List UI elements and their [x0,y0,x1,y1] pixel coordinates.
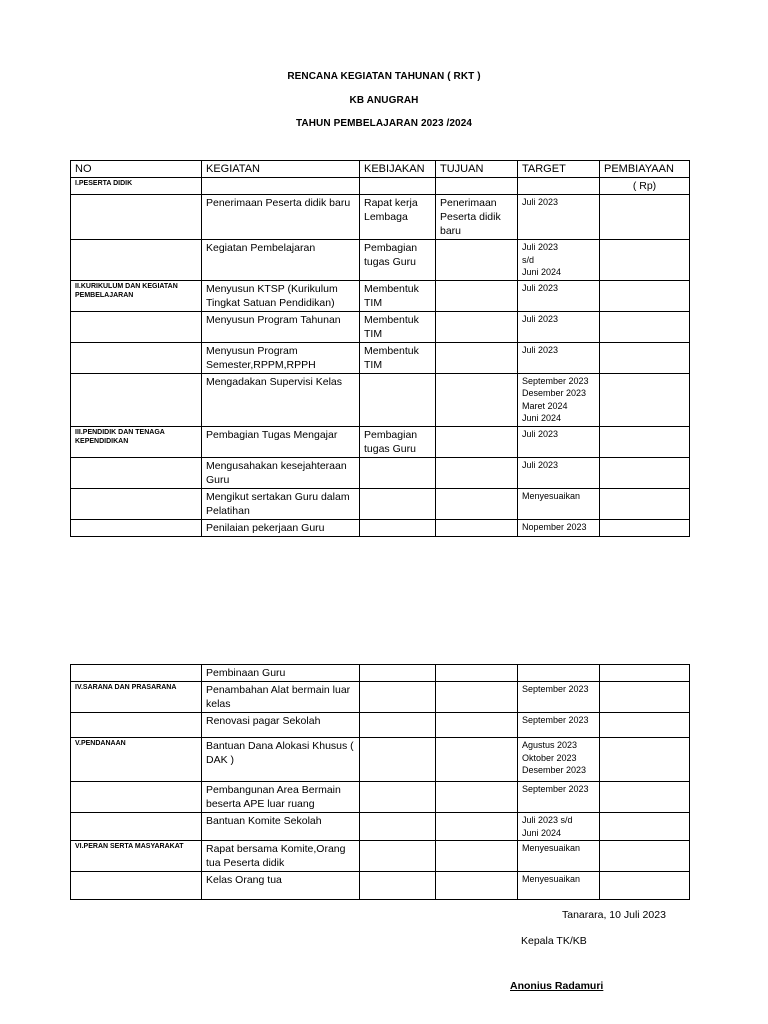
cell-kebijakan [360,682,436,713]
cell-kegiatan: Penambahan Alat bermain luar kelas [202,682,360,713]
cell-no [71,195,202,240]
cell-kebijakan [360,178,436,195]
cell-pembiayaan [600,713,690,738]
cell-pembiayaan [600,665,690,682]
cell-target: Menyesuaikan [518,841,600,872]
cell-kegiatan [202,178,360,195]
cell-kebijakan [360,872,436,900]
table-row [71,280,690,311]
cell-target: Juli 2023 [518,280,600,311]
cell-pembiayaan [600,457,690,488]
table-row [71,426,690,457]
col-header-pembiayaan: PEMBIAYAAN [600,161,690,178]
cell-no: IV.SARANA DAN PRASARANA [71,682,202,713]
cell-target [518,178,600,195]
cell-kebijakan [360,782,436,813]
cell-tujuan [436,457,518,488]
cell-kebijakan [360,713,436,738]
table-row [71,457,690,488]
cell-tujuan [436,872,518,900]
cell-tujuan [436,311,518,342]
cell-tujuan [436,782,518,813]
cell-pembiayaan [600,738,690,782]
table-row [71,519,690,536]
table-row [71,738,690,782]
cell-target: Juli 2023 [518,457,600,488]
cell-pembiayaan [600,488,690,519]
cell-pembiayaan [600,373,690,426]
cell-target: Juli 2023 [518,342,600,373]
cell-kebijakan [360,373,436,426]
cell-target: Juli 2023 s/d Juni 2024 [518,813,600,841]
cell-target: Nopember 2023 [518,519,600,536]
cell-kebijakan: Pembagian tugas Guru [360,426,436,457]
cell-tujuan [436,665,518,682]
col-header-kebijakan: KEBIJAKAN [360,161,436,178]
signatory-position: Kepala TK/KB [521,935,587,947]
cell-kegiatan: Mengusahakan kesejahteraan Guru [202,457,360,488]
cell-tujuan [436,519,518,536]
cell-target: September 2023 [518,782,600,813]
cell-pembiayaan: ( Rp) [600,178,690,195]
cell-kegiatan: Menyusun Program Tahunan [202,311,360,342]
table-header-row [71,161,690,178]
cell-kegiatan: Pembangunan Area Bermain beserta APE luar ruang [202,782,360,813]
cell-no: I.PESERTA DIDIK [71,178,202,195]
cell-kebijakan [360,813,436,841]
cell-tujuan [436,841,518,872]
cell-kebijakan: Rapat kerja Lembaga [360,195,436,240]
table-row [71,665,690,682]
cell-kebijakan [360,457,436,488]
cell-pembiayaan [600,240,690,281]
table-row [71,342,690,373]
cell-no [71,782,202,813]
signatory-name: Anonius Radamuri [510,980,604,992]
cell-kebijakan [360,665,436,682]
cell-tujuan [436,426,518,457]
cell-kegiatan: Bantuan Dana Alokasi Khusus ( DAK ) [202,738,360,782]
col-header-tujuan: TUJUAN [436,161,518,178]
cell-tujuan [436,342,518,373]
cell-pembiayaan [600,872,690,900]
cell-no [71,457,202,488]
cell-kegiatan: Mengadakan Supervisi Kelas [202,373,360,426]
table-row [71,488,690,519]
activity-table-part-2 [70,664,690,900]
cell-no [71,665,202,682]
table-row [71,872,690,900]
col-header-target: TARGET [518,161,600,178]
cell-kegiatan: Bantuan Komite Sekolah [202,813,360,841]
cell-no [71,311,202,342]
table-row [71,195,690,240]
cell-target: Agustus 2023 Oktober 2023 Desember 2023 [518,738,600,782]
cell-target: September 2023 [518,713,600,738]
cell-kebijakan: Membentuk TIM [360,280,436,311]
cell-pembiayaan [600,813,690,841]
academic-year: TAHUN PEMBELAJARAN 2023 /2024 [295,118,473,129]
table-row [71,240,690,281]
cell-kegiatan: Penilaian pekerjaan Guru [202,519,360,536]
cell-target: Menyesuaikan [518,872,600,900]
cell-tujuan [436,813,518,841]
cell-target: Juli 2023 [518,195,600,240]
cell-pembiayaan [600,195,690,240]
cell-tujuan [436,178,518,195]
cell-no: VI.PERAN SERTA MASYARAKAT [71,841,202,872]
cell-target: Menyesuaikan [518,488,600,519]
cell-no [71,342,202,373]
place-and-date: Tanarara, 10 Juli 2023 [562,909,666,921]
cell-no: V.PENDANAAN [71,738,202,782]
cell-pembiayaan [600,682,690,713]
cell-kebijakan: Membentuk TIM [360,311,436,342]
cell-pembiayaan [600,841,690,872]
cell-target [518,665,600,682]
col-header-kegiatan: KEGIATAN [202,161,360,178]
cell-kegiatan: Kelas Orang tua [202,872,360,900]
cell-target: Juli 2023 [518,426,600,457]
cell-kegiatan: Penerimaan Peserta didik baru [202,195,360,240]
table-row [71,682,690,713]
school-name: KB ANUGRAH [349,95,419,106]
cell-pembiayaan [600,311,690,342]
cell-target: Juli 2023 s/d Juni 2024 [518,240,600,281]
document-title: RENCANA KEGIATAN TAHUNAN ( RKT ) [287,71,481,82]
cell-pembiayaan [600,426,690,457]
cell-kegiatan: Kegiatan Pembelajaran [202,240,360,281]
table-row [71,713,690,738]
cell-tujuan [436,713,518,738]
table-row [71,373,690,426]
cell-kebijakan: Membentuk TIM [360,342,436,373]
cell-tujuan [436,738,518,782]
cell-tujuan [436,488,518,519]
cell-kegiatan: Menyusun Program Semester,RPPM,RPPH [202,342,360,373]
cell-no [71,373,202,426]
cell-pembiayaan [600,519,690,536]
cell-tujuan [436,373,518,426]
cell-no [71,519,202,536]
table-row [71,782,690,813]
cell-pembiayaan [600,782,690,813]
cell-target: September 2023 [518,682,600,713]
cell-kegiatan: Renovasi pagar Sekolah [202,713,360,738]
cell-pembiayaan [600,280,690,311]
table-row [71,178,690,195]
cell-kebijakan [360,841,436,872]
cell-no: III.PENDIDIK DAN TENAGA KEPENDIDIKAN [71,426,202,457]
cell-no [71,488,202,519]
cell-no [71,813,202,841]
cell-kebijakan: Pembagian tugas Guru [360,240,436,281]
activity-table-part-1 [70,160,690,537]
cell-tujuan: Penerimaan Peserta didik baru [436,195,518,240]
cell-no [71,713,202,738]
col-header-no: NO [71,161,202,178]
cell-no [71,240,202,281]
cell-kegiatan: Pembagian Tugas Mengajar [202,426,360,457]
table-row [71,311,690,342]
cell-kegiatan: Menyusun KTSP (Kurikulum Tingkat Satuan Pendidikan) [202,280,360,311]
cell-pembiayaan [600,342,690,373]
cell-tujuan [436,280,518,311]
cell-no [71,872,202,900]
cell-kebijakan [360,738,436,782]
table-row [71,813,690,841]
table-row [71,841,690,872]
cell-kegiatan: Rapat bersama Komite,Orang tua Peserta didik [202,841,360,872]
cell-kegiatan: Pembinaan Guru [202,665,360,682]
cell-tujuan [436,682,518,713]
cell-tujuan [436,240,518,281]
cell-kegiatan: Mengikut sertakan Guru dalam Pelatihan [202,488,360,519]
cell-kebijakan [360,519,436,536]
cell-kebijakan [360,488,436,519]
cell-target: Juli 2023 [518,311,600,342]
cell-no: II.KURIKULUM DAN KEGIATAN PEMBELAJARAN [71,280,202,311]
cell-target: September 2023 Desember 2023 Maret 2024 Juni 2024 [518,373,600,426]
